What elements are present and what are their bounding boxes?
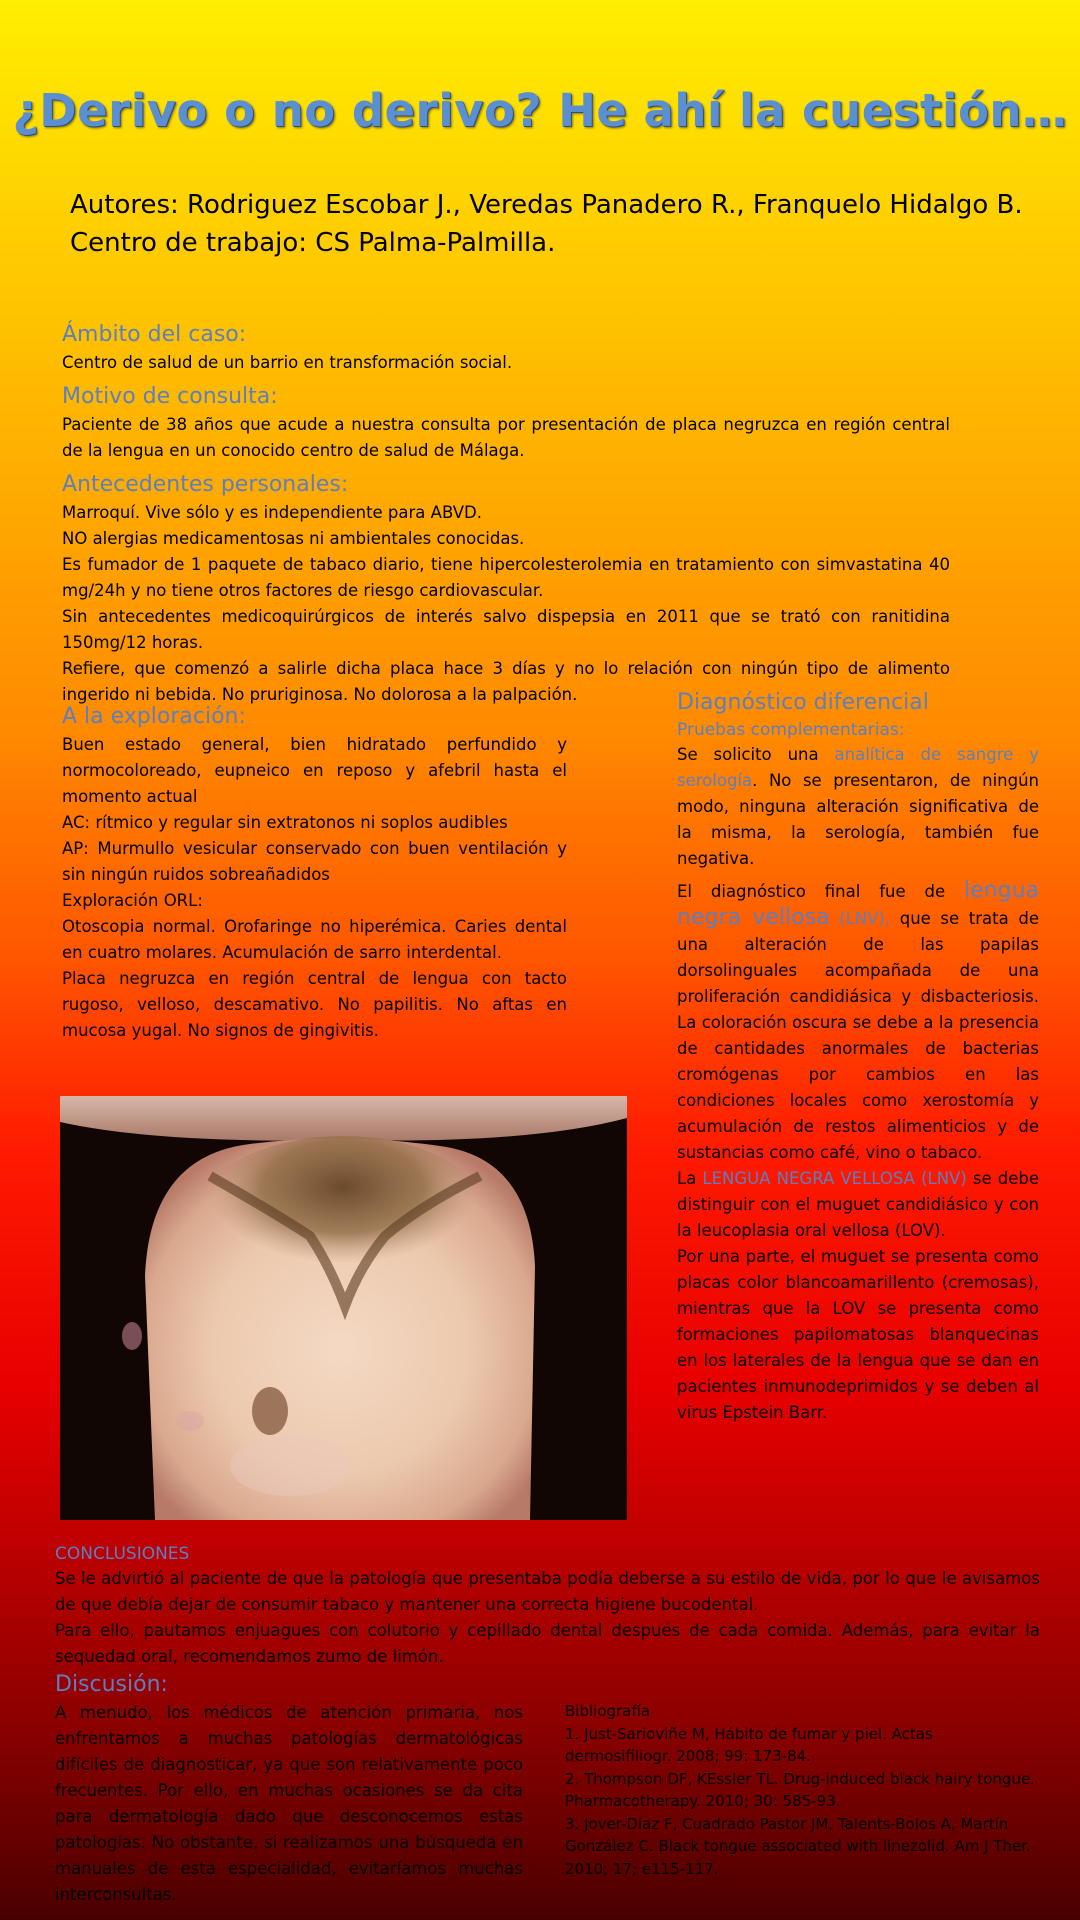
diagnostico-p3-text: La bbox=[677, 1169, 703, 1188]
bibliografia-item: 3. Jover-Díaz F, Cuadrado Pastor JM, Talents-Bolos A, Martín González C. Black tongue associated with linezolid. Am J Ther. 2010; 17; e115-117. bbox=[565, 1814, 1031, 1878]
diagnostico-section bbox=[677, 688, 1039, 1426]
antecedentes-heading: Antecedentes personales: bbox=[62, 472, 349, 497]
diagnostico-p1-rest: . No se presentaron, de ningún modo, ninguna alteración significativa de la misma, la serología, también fue negativa. bbox=[677, 771, 1039, 868]
ambito-text: Centro de salud de un barrio en transformación social. bbox=[62, 353, 513, 372]
diagnostico-p2 bbox=[677, 878, 1039, 1166]
discusion-heading: Discusión: bbox=[55, 1672, 168, 1697]
diagnostico-p3-rest: se debe distinguir con el muguet candidiásico y con la leucoplasia oral vellosa (LOV). bbox=[677, 1169, 1039, 1240]
motivo-heading: Motivo de consulta: bbox=[62, 384, 278, 409]
motivo-text: Paciente de 38 años que acude a nuestra consulta por presentación de placa negruzca en región central de la lengua en un conocido centro de salud de Málaga. bbox=[62, 415, 950, 460]
antecedentes-p5: Refiere, que comenzó a salirle dicha placa hace 3 días y no lo relación con ningún tipo de alimento ingerido ni bebida. No pruriginosa. No dolorosa a la palpación. bbox=[62, 659, 950, 704]
exploracion-p2: AC: rítmico y regular sin extratonos ni soplos audibles bbox=[62, 813, 508, 832]
antecedentes-p1: Marroquí. Vive sólo y es independiente para ABVD. bbox=[62, 503, 482, 522]
bibliografia-item: 1. Just-Sarioviñe M, Hábito de fumar y piel. Actas dermosifiliogr. 2008; 99: 173-84. bbox=[565, 1724, 933, 1765]
antecedentes-p3: Es fumador de 1 paquete de tabaco diario, tiene hipercolesterolemia en tratamiento con simvastatina 40 mg/24h y no tiene otros factores de riesgo cardiovascular. bbox=[62, 555, 950, 600]
tongue-photo bbox=[60, 1096, 627, 1520]
diagnostico-p1-text: Se solicito una bbox=[677, 745, 835, 764]
exploracion-p4: Exploración ORL: bbox=[62, 891, 203, 910]
exploracion-p1: Buen estado general, bien hidratado perfundido y normocoloreado, eupneico en reposo y afebril hasta el momento actual bbox=[62, 735, 567, 806]
lnv-term: lengua negra vellosa bbox=[677, 878, 1039, 930]
conclusiones-p2: Para ello, pautamos enjuagues con colutorio y cepillado dental después de cada comida. Además, para evitar la sequedad oral, recomendamos zumo de limón. bbox=[55, 1621, 1040, 1666]
pruebas-heading: Pruebas complementarias: bbox=[677, 720, 905, 740]
antecedentes-p2: NO alergias medicamentosas ni ambientales conocidas. bbox=[62, 529, 525, 548]
tongue-illustration bbox=[60, 1096, 627, 1520]
exploracion-p6: Placa negruzca en región central de lengua con tacto rugoso, velloso, descamativo. No papilitis. No aftas en mucosa yugal. No signos de gingivitis. bbox=[62, 969, 567, 1040]
conclusiones-heading: CONCLUSIONES bbox=[55, 1544, 190, 1564]
exploracion-p5: Otoscopia normal. Orofaringe no hiperémica. Caries dental en cuatro molares. Acumulación de sarro interdental. bbox=[62, 917, 567, 962]
exploracion-p3: AP: Murmullo vesicular conservado con buen ventilación y sin ningún ruidos sobreañadidos bbox=[62, 839, 567, 884]
bibliografia-item: 2. Thompson DF, KEssler TL. Drug-induced black hairy tongue. Pharmacotherapy. 2010; 30: 585-93. bbox=[565, 1769, 1035, 1810]
case-section bbox=[62, 320, 950, 708]
bibliografia-heading: Bibliografía bbox=[565, 1702, 651, 1720]
lnv-abbrev: (LNV), bbox=[829, 909, 891, 928]
poster-title: ¿Derivo o no derivo? He ahí la cuestión… bbox=[12, 84, 1068, 137]
ambito-heading: Ámbito del caso: bbox=[62, 322, 247, 347]
discusion-section bbox=[55, 1670, 523, 1908]
authors-block bbox=[70, 186, 1023, 262]
authors-line: Autores: Rodriguez Escobar J., Veredas Panadero R., Franquelo Hidalgo B. bbox=[70, 190, 1023, 220]
conclusiones-p1: Se le advirtió al paciente de que la patología que presentaba podía deberse a su estilo de vida, por lo que le avisamos de que debía dejar de consumir tabaco y mantener una correcta higiene bucodental. bbox=[55, 1569, 1040, 1614]
bibliografia-section bbox=[565, 1700, 1040, 1880]
diagnostico-p2-rest: que se trata de una alteración de las papilas dorsolinguales acompañada de una proliferación candidiásica y disbacteriosis. La coloración oscura se debe a la presencia de cantidades anormales de bacterias cromógenas por cambios en las condiciones locales como xerostomía y acumulación de restos alimenticios y de sustancias como café, vino o tabaco. bbox=[677, 909, 1039, 1162]
diagnostico-heading: Diagnóstico diferencial bbox=[677, 690, 929, 715]
diagnostico-p3 bbox=[677, 1166, 1039, 1244]
discusion-text: A menudo, los médicos de atención primaria, nos enfrentamos a muchas patologías dermatológicas difíciles de diagnosticar, ya que son relativamente poco frecuentes. Por ello, en muchas ocasiones se da cita para dermatología dado que desconocemos estas patologías. No obstante, si realizamos una búsqueda en manuales de esta especialidad, evitaríamos muchas interconsultas. bbox=[55, 1703, 523, 1904]
diagnostico-p4: Por una parte, el muguet se presenta como placas color blancoamarillento (cremosas), mientras que la LOV se presenta como formaciones papilomatosas blanquecinas en los laterales de la lengua que se dan en pacientes inmunodeprimidos y se deben al virus Epstein Barr. bbox=[677, 1247, 1039, 1422]
diagnostico-p1 bbox=[677, 742, 1039, 872]
analitica-link: analítica de sangre y serología bbox=[677, 745, 1040, 790]
diagnostico-p2-text: El diagnóstico final fue de bbox=[677, 882, 965, 901]
exploracion-heading: A la exploración: bbox=[62, 704, 246, 729]
lnv-caps: LENGUA NEGRA VELLOSA (LNV) bbox=[702, 1169, 967, 1188]
antecedentes-p4: Sin antecedentes medicoquirúrgicos de interés salvo dispepsia en 2011 que se trató con ranitidina 150mg/12 horas. bbox=[62, 607, 950, 652]
workplace-line: Centro de trabajo: CS Palma-Palmilla. bbox=[70, 228, 556, 258]
conclusiones-section bbox=[55, 1542, 1040, 1670]
exploracion-section bbox=[62, 702, 567, 1044]
